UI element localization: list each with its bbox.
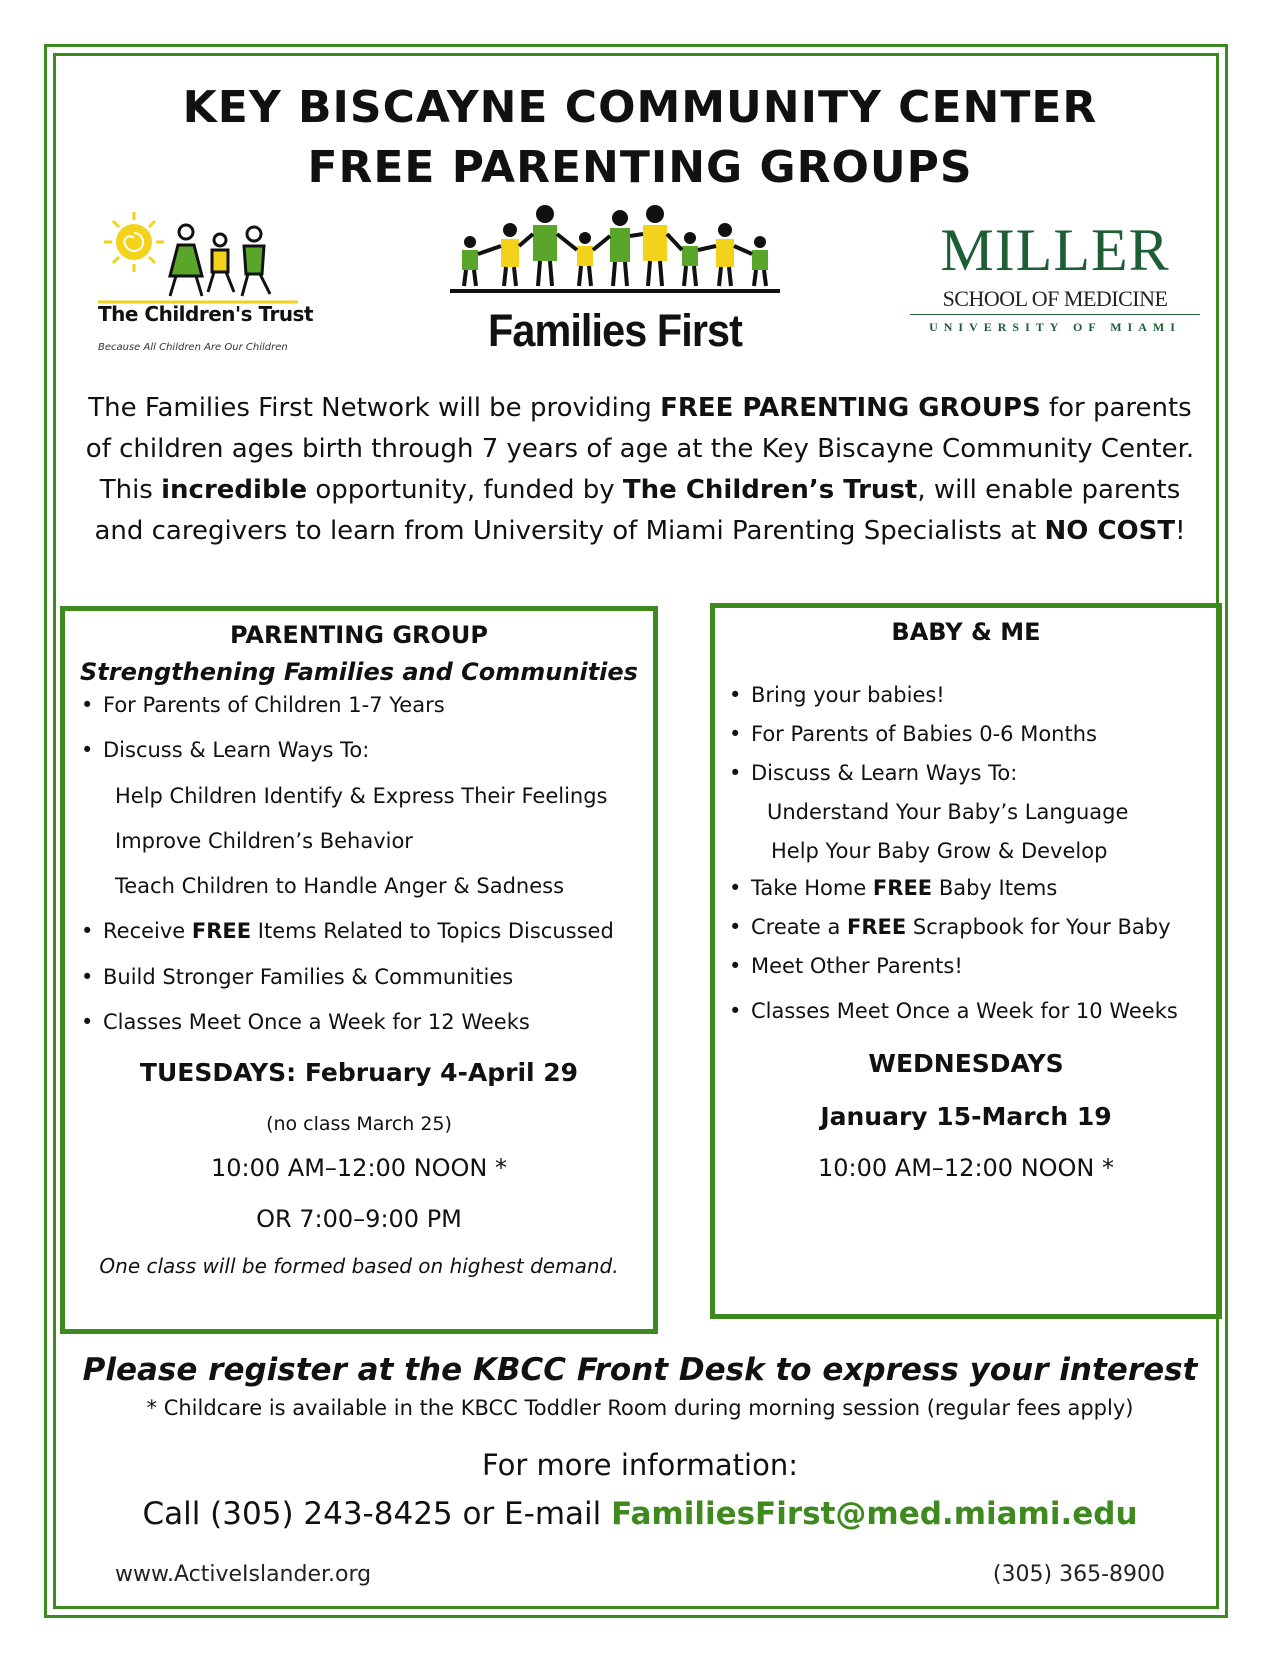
page-title-line2: FREE PARENTING GROUPS — [307, 142, 973, 193]
childrens-trust-tagline: Because All Children Are Our Children — [98, 342, 288, 353]
baby-and-me-dates: January 15-March 19 — [820, 1102, 1112, 1131]
list-item: • For Parents of Babies 0-6 Months — [729, 722, 1097, 746]
list-item: • Bring your babies! — [729, 683, 945, 707]
list-item-text: Classes Meet Once a Week for 10 Weeks — [751, 999, 1178, 1023]
intro-text-1: The Families First Network will be providing — [88, 393, 661, 423]
sub-item: Improve Children’s Behavior — [115, 829, 413, 853]
list-item: • Discuss & Learn Ways To: — [729, 761, 1018, 785]
list-item-text: Take Home — [751, 876, 873, 900]
list-item: • Take Home FREE Baby Items — [729, 876, 1058, 900]
intro-text-3: opportunity, funded by — [307, 475, 623, 505]
list-item-text: Receive — [103, 919, 192, 943]
list-item-text: Bring your babies! — [751, 683, 945, 707]
miller-university-text: UNIVERSITY OF MIAMI — [929, 320, 1181, 334]
list-item-bold: FREE — [847, 915, 907, 939]
list-item: • For Parents of Children 1-7 Years — [81, 693, 445, 717]
baby-and-me-day: WEDNESDAYS — [868, 1049, 1064, 1078]
parenting-group-schedule: TUESDAYS: February 4-April 29 — [139, 1058, 579, 1087]
website-link[interactable]: www.ActiveIslander.org — [115, 1562, 372, 1587]
list-item: • Classes Meet Once a Week for 10 Weeks — [729, 999, 1178, 1023]
intro-bold-4: NO COST — [1044, 516, 1176, 546]
families-first-logo — [450, 200, 780, 360]
sub-item: Understand Your Baby’s Language — [767, 800, 1129, 824]
miller-school-logo — [910, 217, 1200, 340]
list-item: • Create a FREE Scrapbook for Your Baby — [729, 915, 1171, 939]
intro-text-2: for parents of children ages birth through 7 years of age at the Key Biscayne Community Center. This — [85, 393, 1195, 505]
list-item-text: Create a — [751, 915, 847, 939]
list-item-bold: FREE — [191, 919, 252, 943]
baby-and-me-time: 10:00 AM–12:00 NOON * — [817, 1154, 1115, 1182]
childrens-trust-name: The Children's Trust — [98, 302, 314, 326]
intro-text-4: , will enable parents and caregivers to learn from University of Miami Parenting Specialists at — [94, 475, 1181, 546]
list-item-text: Meet Other Parents! — [751, 954, 963, 978]
contact-line — [60, 1496, 1220, 1532]
miller-name: MILLER — [940, 217, 1170, 283]
intro-bold-3: The Children’s Trust — [622, 475, 918, 505]
list-item: • Classes Meet Once a Week for 12 Weeks — [81, 1010, 530, 1034]
register-callout: Please register at the KBCC Front Desk to express your interest — [82, 1352, 1198, 1388]
sub-item: Teach Children to Handle Anger & Sadness — [115, 874, 565, 898]
intro-bold-1: FREE PARENTING GROUPS — [660, 393, 1041, 423]
families-first-name: Families First — [487, 305, 743, 356]
list-item-text: Discuss & Learn Ways To: — [751, 761, 1018, 785]
list-item-text: For Parents of Babies 0-6 Months — [751, 722, 1097, 746]
contact-call-text: Call (305) 243-8425 or E-mail — [142, 1496, 612, 1532]
sub-item: Help Your Baby Grow & Develop — [771, 839, 1108, 863]
parenting-group-heading: PARENTING GROUP — [229, 621, 489, 649]
list-item: • Build Stronger Families & Communities — [81, 965, 514, 989]
list-item-text: Classes Meet Once a Week for 12 Weeks — [103, 1010, 530, 1034]
parenting-group-demand-note: One class will be formed based on highest demand. — [99, 1254, 619, 1278]
more-info-heading: For more information: — [481, 1448, 798, 1482]
parenting-group-box — [60, 606, 658, 1334]
list-item: • Meet Other Parents! — [729, 954, 963, 978]
list-item: • Discuss & Learn Ways To: — [81, 738, 370, 762]
list-item-text: For Parents of Children 1-7 Years — [103, 693, 445, 717]
page-title-line1: KEY BISCAYNE COMMUNITY CENTER — [182, 82, 1098, 133]
list-item-text: Baby Items — [932, 876, 1058, 900]
intro-bold-2: incredible — [161, 475, 308, 505]
families-first-icon — [450, 200, 780, 300]
miller-school-text: SCHOOL OF MEDICINE — [942, 286, 1168, 311]
intro-paragraph — [80, 388, 1200, 552]
list-item: • Receive FREE Items Related to Topics Discussed — [81, 919, 614, 943]
childcare-note: * Childcare is available in the KBCC Toddler Room during morning session (regular fees apply) — [146, 1396, 1134, 1420]
intro-text-5: ! — [1175, 516, 1186, 546]
contact-email-link[interactable]: FamiliesFirst@med.miami.edu — [611, 1496, 1138, 1532]
list-item-text: Discuss & Learn Ways To: — [103, 738, 370, 762]
list-item-bold: FREE — [872, 876, 933, 900]
list-item-text: Items Related to Topics Discussed — [251, 919, 614, 943]
parenting-group-subheading: Strengthening Families and Communities — [80, 658, 638, 686]
parenting-group-note: (no class March 25) — [266, 1113, 452, 1135]
baby-and-me-box — [710, 603, 1222, 1319]
parenting-group-time-evening: OR 7:00–9:00 PM — [256, 1205, 462, 1233]
list-item-text: Scrapbook for Your Baby — [906, 915, 1171, 939]
miller-divider — [910, 314, 1200, 315]
list-item-text: Build Stronger Families & Communities — [103, 965, 514, 989]
parenting-group-time-morning: 10:00 AM–12:00 NOON * — [210, 1154, 508, 1182]
childrens-trust-icon — [98, 210, 318, 305]
baby-and-me-heading: BABY & ME — [891, 618, 1041, 646]
childrens-trust-logo — [98, 210, 318, 360]
sub-item: Help Children Identify & Express Their Feelings — [115, 784, 608, 808]
phone-number: (305) 365-8900 — [992, 1562, 1165, 1587]
